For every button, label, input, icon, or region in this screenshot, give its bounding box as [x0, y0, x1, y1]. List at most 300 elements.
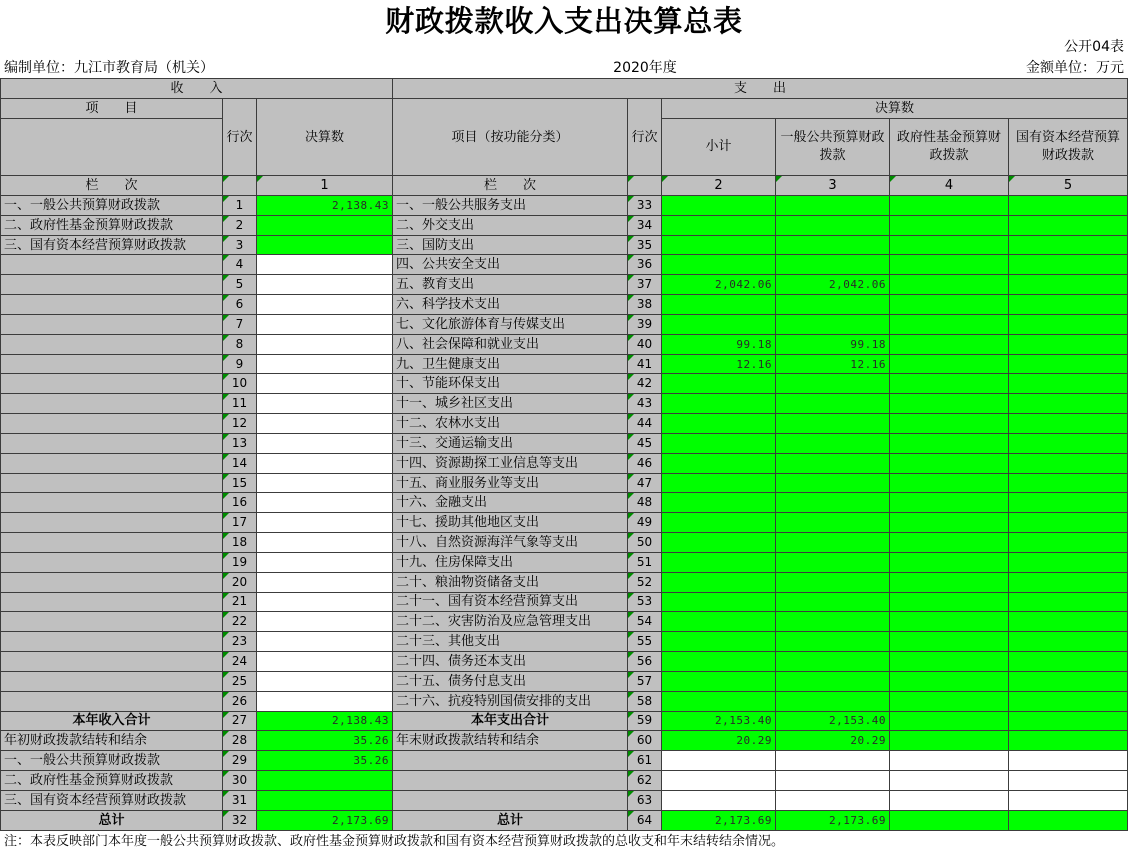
expense-gov-fund-cell[interactable] — [890, 533, 1009, 553]
expense-row-no-cell: 46 — [628, 453, 662, 473]
expense-gov-fund-cell[interactable] — [890, 751, 1009, 771]
expense-row-no-cell: 33 — [628, 196, 662, 216]
expense-item-cell: 十二、农林水支出 — [393, 414, 628, 434]
expense-gov-fund-cell[interactable] — [890, 215, 1009, 235]
expense-item-cell: 一、一般公共服务支出 — [393, 196, 628, 216]
income-amount-cell[interactable] — [257, 652, 393, 672]
expense-state-capital-cell[interactable] — [1009, 354, 1128, 374]
expense-general-budget-cell[interactable] — [776, 533, 890, 553]
expense-subtotal-cell[interactable] — [662, 374, 776, 394]
compiling-unit: 编制单位：九江市教育局（机关） — [4, 60, 214, 76]
expense-gov-fund-cell[interactable] — [890, 652, 1009, 672]
income-amount-cell[interactable]: 2,138.43 — [257, 196, 393, 216]
expense-general-budget-cell[interactable] — [776, 453, 890, 473]
expense-general-budget-cell[interactable] — [776, 394, 890, 414]
table-row — [1, 354, 1128, 374]
income-amount-cell[interactable] — [257, 453, 393, 473]
income-row-no-cell: 25 — [223, 671, 257, 691]
column-seq-expense-row-blank — [628, 176, 662, 196]
income-row-no-cell: 31 — [223, 790, 257, 810]
expense-subtotal-cell[interactable]: 99.18 — [662, 334, 776, 354]
expense-gov-fund-cell[interactable] — [890, 414, 1009, 434]
income-amount-cell[interactable] — [257, 433, 393, 453]
income-amount-cell[interactable] — [257, 671, 393, 691]
expense-gov-fund-cell[interactable] — [890, 612, 1009, 632]
expense-item-cell: 五、教育支出 — [393, 275, 628, 295]
income-amount-cell[interactable] — [257, 493, 393, 513]
expense-row-no-cell: 34 — [628, 215, 662, 235]
income-amount-cell[interactable] — [257, 790, 393, 810]
expense-general-budget-cell[interactable] — [776, 493, 890, 513]
expense-general-budget-cell[interactable] — [776, 255, 890, 275]
expense-state-capital-cell[interactable] — [1009, 592, 1128, 612]
expense-row-no-cell: 62 — [628, 771, 662, 791]
table-row — [1, 374, 1128, 394]
expense-general-budget-cell[interactable] — [776, 771, 890, 791]
expense-general-budget-cell[interactable] — [776, 196, 890, 216]
expense-gov-fund-cell[interactable] — [890, 810, 1009, 830]
income-item-cell: 三、国有资本经营预算财政拨款 — [1, 790, 223, 810]
expense-item-cell — [393, 751, 628, 771]
income-amount-cell[interactable] — [257, 354, 393, 374]
expense-gov-fund-cell[interactable] — [890, 691, 1009, 711]
expense-row-no-cell: 48 — [628, 493, 662, 513]
expense-general-budget-cell[interactable]: 99.18 — [776, 334, 890, 354]
expense-general-budget-cell[interactable] — [776, 552, 890, 572]
expense-general-budget-cell[interactable] — [776, 295, 890, 315]
income-item-cell — [1, 652, 223, 672]
page-title: 财政拨款收入支出决算总表 — [385, 4, 743, 38]
table-row — [1, 592, 1128, 612]
expense-subtotal-cell[interactable] — [662, 433, 776, 453]
expense-state-capital-cell[interactable] — [1009, 711, 1128, 731]
expense-row-no-cell: 53 — [628, 592, 662, 612]
income-row-no-cell: 3 — [223, 235, 257, 255]
expense-row-no-cell: 61 — [628, 751, 662, 771]
expense-subtotal-cell[interactable] — [662, 255, 776, 275]
expense-item-cell: 六、科学技术支出 — [393, 295, 628, 315]
expense-state-capital-cell[interactable] — [1009, 295, 1128, 315]
state-capital-header: 国有资本经营预算财政拨款 — [1009, 119, 1128, 176]
expense-general-budget-cell[interactable] — [776, 215, 890, 235]
income-amount-cell[interactable] — [257, 374, 393, 394]
expense-gov-fund-cell[interactable] — [890, 374, 1009, 394]
expense-row-no-cell: 40 — [628, 334, 662, 354]
expense-subtotal-cell[interactable] — [662, 592, 776, 612]
expense-subtotal-cell[interactable] — [662, 196, 776, 216]
income-section-header: 收 入 — [1, 79, 393, 99]
expense-item-cell — [393, 790, 628, 810]
income-row-no-cell: 12 — [223, 414, 257, 434]
expense-general-budget-cell[interactable]: 2,173.69 — [776, 810, 890, 830]
expense-subtotal-cell[interactable] — [662, 671, 776, 691]
expense-row-no-header: 行次 — [628, 99, 662, 176]
expense-general-budget-cell[interactable]: 2,153.40 — [776, 711, 890, 731]
expense-general-budget-cell[interactable] — [776, 414, 890, 434]
expense-gov-fund-cell[interactable] — [890, 632, 1009, 652]
expense-state-capital-cell[interactable] — [1009, 731, 1128, 751]
expense-row-no-cell: 45 — [628, 433, 662, 453]
expense-row-no-cell: 41 — [628, 354, 662, 374]
expense-gov-fund-cell[interactable] — [890, 453, 1009, 473]
expense-row-no-cell: 38 — [628, 295, 662, 315]
income-amount-cell[interactable] — [257, 275, 393, 295]
income-amount-cell[interactable]: 35.26 — [257, 731, 393, 751]
expense-subtotal-cell[interactable] — [662, 612, 776, 632]
expense-subtotal-cell[interactable]: 2,173.69 — [662, 810, 776, 830]
table-row — [1, 334, 1128, 354]
expense-item-cell — [393, 771, 628, 791]
income-row-no-cell: 30 — [223, 771, 257, 791]
income-item-cell — [1, 612, 223, 632]
expense-subtotal-cell[interactable] — [662, 414, 776, 434]
table-row — [1, 790, 1128, 810]
income-amount-cell[interactable] — [257, 295, 393, 315]
report-year: 2020年度 — [613, 60, 677, 76]
expense-subtotal-cell[interactable] — [662, 314, 776, 334]
expense-state-capital-cell[interactable] — [1009, 314, 1128, 334]
expense-general-budget-cell[interactable] — [776, 235, 890, 255]
expense-subtotal-cell[interactable] — [662, 215, 776, 235]
expense-subtotal-cell[interactable] — [662, 632, 776, 652]
income-amount-cell[interactable] — [257, 771, 393, 791]
column-seq-3: 3 — [776, 176, 890, 196]
expense-state-capital-cell[interactable] — [1009, 552, 1128, 572]
expense-state-capital-cell[interactable] — [1009, 414, 1128, 434]
table-row — [1, 652, 1128, 672]
table-row — [1, 275, 1128, 295]
income-item-cell — [1, 255, 223, 275]
income-row-no-cell: 21 — [223, 592, 257, 612]
income-amount-cell[interactable] — [257, 314, 393, 334]
expense-gov-fund-cell[interactable] — [890, 790, 1009, 810]
expense-item-cell: 十七、援助其他地区支出 — [393, 513, 628, 533]
expense-general-budget-cell[interactable] — [776, 612, 890, 632]
income-amount-cell[interactable] — [257, 533, 393, 553]
expense-subtotal-cell[interactable] — [662, 652, 776, 672]
expense-gov-fund-cell[interactable] — [890, 334, 1009, 354]
table-row — [1, 691, 1128, 711]
expense-row-no-cell: 54 — [628, 612, 662, 632]
expense-state-capital-cell[interactable] — [1009, 433, 1128, 453]
income-item-cell — [1, 513, 223, 533]
expense-item-cell: 二十一、国有资本经营预算支出 — [393, 592, 628, 612]
form-code: 公开04表 — [1064, 39, 1124, 55]
expense-row-no-cell: 60 — [628, 731, 662, 751]
amount-unit: 金额单位：万元 — [1026, 60, 1124, 76]
income-amount-cell[interactable] — [257, 612, 393, 632]
expense-gov-fund-cell[interactable] — [890, 314, 1009, 334]
income-row-no-cell: 13 — [223, 433, 257, 453]
table-row — [1, 414, 1128, 434]
expense-gov-fund-cell[interactable] — [890, 433, 1009, 453]
expense-row-no-cell: 64 — [628, 810, 662, 830]
expense-state-capital-cell[interactable] — [1009, 235, 1128, 255]
expense-row-no-cell: 58 — [628, 691, 662, 711]
income-item-cell — [1, 533, 223, 553]
expense-subtotal-cell[interactable] — [662, 771, 776, 791]
expense-subtotal-cell[interactable] — [662, 473, 776, 493]
expense-gov-fund-cell[interactable] — [890, 711, 1009, 731]
income-amount-cell[interactable] — [257, 691, 393, 711]
expense-gov-fund-cell[interactable] — [890, 572, 1009, 592]
income-row-no-cell: 2 — [223, 215, 257, 235]
expense-state-capital-cell[interactable] — [1009, 334, 1128, 354]
expense-general-budget-cell[interactable] — [776, 691, 890, 711]
table-row — [1, 572, 1128, 592]
income-row-no-cell: 1 — [223, 196, 257, 216]
income-item-cell — [1, 493, 223, 513]
column-seq-income-row-blank — [223, 176, 257, 196]
expense-row-no-cell: 52 — [628, 572, 662, 592]
expense-gov-fund-cell[interactable] — [890, 731, 1009, 751]
expense-gov-fund-cell[interactable] — [890, 295, 1009, 315]
expense-state-capital-cell[interactable] — [1009, 275, 1128, 295]
column-seq-label-income: 栏 次 — [1, 176, 223, 196]
expense-row-no-cell: 59 — [628, 711, 662, 731]
function-item-header: 项目（按功能分类） — [393, 99, 628, 176]
expense-gov-fund-cell[interactable] — [890, 473, 1009, 493]
expense-gov-fund-cell[interactable] — [890, 671, 1009, 691]
expense-row-no-cell: 37 — [628, 275, 662, 295]
expense-state-capital-cell[interactable] — [1009, 652, 1128, 672]
expense-item-cell: 二十四、债务还本支出 — [393, 652, 628, 672]
expense-state-capital-cell[interactable] — [1009, 394, 1128, 414]
expense-gov-fund-cell[interactable] — [890, 275, 1009, 295]
income-item-cell — [1, 433, 223, 453]
table-row — [1, 394, 1128, 414]
expense-state-capital-cell[interactable] — [1009, 632, 1128, 652]
expense-item-cell: 总计 — [393, 810, 628, 830]
expense-general-budget-cell[interactable] — [776, 572, 890, 592]
table-row — [1, 632, 1128, 652]
expense-item-cell: 二十五、债务付息支出 — [393, 671, 628, 691]
table-row — [1, 295, 1128, 315]
expense-subtotal-cell[interactable] — [662, 513, 776, 533]
expense-state-capital-cell[interactable] — [1009, 691, 1128, 711]
expense-general-budget-cell[interactable]: 12.16 — [776, 354, 890, 374]
table-row — [1, 196, 1128, 216]
income-item-cell — [1, 275, 223, 295]
expense-state-capital-cell[interactable] — [1009, 572, 1128, 592]
income-amount-cell[interactable] — [257, 513, 393, 533]
expense-general-budget-cell[interactable] — [776, 513, 890, 533]
table-row — [1, 671, 1128, 691]
expense-state-capital-cell[interactable] — [1009, 790, 1128, 810]
column-seq-1: 1 — [257, 176, 393, 196]
income-amount-cell[interactable] — [257, 334, 393, 354]
expense-subtotal-cell[interactable] — [662, 493, 776, 513]
expense-state-capital-cell[interactable] — [1009, 453, 1128, 473]
expense-gov-fund-cell[interactable] — [890, 552, 1009, 572]
income-row-no-cell: 11 — [223, 394, 257, 414]
table-row — [1, 433, 1128, 453]
income-row-no-header: 行次 — [223, 99, 257, 176]
expense-gov-fund-cell[interactable] — [890, 354, 1009, 374]
expense-item-cell: 十九、住房保障支出 — [393, 552, 628, 572]
income-amount-cell[interactable] — [257, 394, 393, 414]
income-amount-header: 决算数 — [257, 99, 393, 176]
expense-general-budget-cell[interactable]: 2,042.06 — [776, 275, 890, 295]
income-item-cell — [1, 334, 223, 354]
income-row-no-cell: 14 — [223, 453, 257, 473]
gov-fund-header: 政府性基金预算财政拨款 — [890, 119, 1009, 176]
expense-gov-fund-cell[interactable] — [890, 394, 1009, 414]
table-row — [1, 453, 1128, 473]
expense-row-no-cell: 51 — [628, 552, 662, 572]
expense-general-budget-cell[interactable]: 20.29 — [776, 731, 890, 751]
expense-gov-fund-cell[interactable] — [890, 513, 1009, 533]
income-item-cell: 年初财政拨款结转和结余 — [1, 731, 223, 751]
expense-item-cell: 二十、粮油物资储备支出 — [393, 572, 628, 592]
income-row-no-cell: 32 — [223, 810, 257, 830]
income-amount-cell[interactable] — [257, 414, 393, 434]
expense-state-capital-cell[interactable] — [1009, 473, 1128, 493]
income-item-cell — [1, 691, 223, 711]
table-row — [1, 552, 1128, 572]
income-row-no-cell: 5 — [223, 275, 257, 295]
expense-item-cell: 四、公共安全支出 — [393, 255, 628, 275]
income-row-no-cell: 16 — [223, 493, 257, 513]
column-seq-label-expense: 栏 次 — [393, 176, 628, 196]
income-amount-cell[interactable]: 35.26 — [257, 751, 393, 771]
expense-subtotal-cell[interactable]: 12.16 — [662, 354, 776, 374]
expense-state-capital-cell[interactable] — [1009, 533, 1128, 553]
expense-subtotal-cell[interactable] — [662, 691, 776, 711]
income-item-cell — [1, 592, 223, 612]
expense-state-capital-cell[interactable] — [1009, 810, 1128, 830]
income-item-header: 项 目 — [1, 99, 223, 119]
expense-row-no-cell: 63 — [628, 790, 662, 810]
income-item-cell: 一、一般公共预算财政拨款 — [1, 196, 223, 216]
income-row-no-cell: 28 — [223, 731, 257, 751]
expense-general-budget-cell[interactable] — [776, 314, 890, 334]
expense-subtotal-cell[interactable] — [662, 453, 776, 473]
header-row-section — [1, 79, 1128, 99]
table-row — [1, 255, 1128, 275]
expense-state-capital-cell[interactable] — [1009, 215, 1128, 235]
expense-item-cell: 三、国防支出 — [393, 235, 628, 255]
expense-state-capital-cell[interactable] — [1009, 751, 1128, 771]
income-amount-cell[interactable] — [257, 235, 393, 255]
expense-general-budget-cell[interactable] — [776, 374, 890, 394]
expense-item-cell: 十六、金融支出 — [393, 493, 628, 513]
expense-item-cell: 十一、城乡社区支出 — [393, 394, 628, 414]
expense-general-budget-cell[interactable] — [776, 632, 890, 652]
expense-item-cell: 十、节能环保支出 — [393, 374, 628, 394]
expense-subtotal-cell[interactable] — [662, 394, 776, 414]
income-amount-cell[interactable] — [257, 592, 393, 612]
expense-state-capital-cell[interactable] — [1009, 493, 1128, 513]
expense-general-budget-cell[interactable] — [776, 671, 890, 691]
expense-row-no-cell: 36 — [628, 255, 662, 275]
income-row-no-cell: 20 — [223, 572, 257, 592]
column-seq-2: 2 — [662, 176, 776, 196]
expense-subtotal-cell[interactable] — [662, 235, 776, 255]
expense-subtotal-cell[interactable]: 2,153.40 — [662, 711, 776, 731]
expense-item-cell: 九、卫生健康支出 — [393, 354, 628, 374]
expense-general-budget-cell[interactable] — [776, 592, 890, 612]
expense-general-budget-cell[interactable] — [776, 751, 890, 771]
expense-gov-fund-cell[interactable] — [890, 235, 1009, 255]
income-amount-cell[interactable] — [257, 552, 393, 572]
table-row — [1, 215, 1128, 235]
table-row — [1, 810, 1128, 830]
income-item-cell — [1, 632, 223, 652]
expense-subtotal-cell[interactable] — [662, 552, 776, 572]
income-item-cell — [1, 453, 223, 473]
expense-general-budget-cell[interactable] — [776, 433, 890, 453]
expense-subtotal-cell[interactable] — [662, 533, 776, 553]
income-item-cell — [1, 572, 223, 592]
income-row-no-cell: 23 — [223, 632, 257, 652]
expense-subtotal-cell[interactable] — [662, 790, 776, 810]
income-row-no-cell: 15 — [223, 473, 257, 493]
expense-state-capital-cell[interactable] — [1009, 196, 1128, 216]
column-seq-4: 4 — [890, 176, 1009, 196]
income-item-cell — [1, 473, 223, 493]
income-row-no-cell: 6 — [223, 295, 257, 315]
expense-state-capital-cell[interactable] — [1009, 771, 1128, 791]
income-item-cell: 一、一般公共预算财政拨款 — [1, 751, 223, 771]
income-row-no-cell: 19 — [223, 552, 257, 572]
expense-row-no-cell: 44 — [628, 414, 662, 434]
expense-general-budget-cell[interactable] — [776, 790, 890, 810]
expense-item-cell: 十五、商业服务业等支出 — [393, 473, 628, 493]
expense-subtotal-cell[interactable] — [662, 295, 776, 315]
general-budget-header: 一般公共预算财政拨款 — [776, 119, 890, 176]
expense-general-budget-cell[interactable] — [776, 473, 890, 493]
income-item-cell — [1, 295, 223, 315]
expense-item-cell: 本年支出合计 — [393, 711, 628, 731]
expense-gov-fund-cell[interactable] — [890, 592, 1009, 612]
expense-subtotal-cell[interactable] — [662, 751, 776, 771]
expense-state-capital-cell[interactable] — [1009, 255, 1128, 275]
income-amount-cell[interactable] — [257, 632, 393, 652]
expense-subtotal-cell[interactable] — [662, 572, 776, 592]
expense-general-budget-cell[interactable] — [776, 652, 890, 672]
income-amount-cell[interactable]: 2,173.69 — [257, 810, 393, 830]
income-amount-cell[interactable] — [257, 215, 393, 235]
expense-item-cell: 十四、资源勘探工业信息等支出 — [393, 453, 628, 473]
table-row — [1, 771, 1128, 791]
expense-state-capital-cell[interactable] — [1009, 374, 1128, 394]
expense-row-no-cell: 49 — [628, 513, 662, 533]
expense-row-no-cell: 47 — [628, 473, 662, 493]
expense-state-capital-cell[interactable] — [1009, 513, 1128, 533]
expense-subtotal-cell[interactable]: 20.29 — [662, 731, 776, 751]
expense-subtotal-cell[interactable]: 2,042.06 — [662, 275, 776, 295]
expense-state-capital-cell[interactable] — [1009, 671, 1128, 691]
income-amount-cell[interactable] — [257, 473, 393, 493]
income-item-cell: 三、国有资本经营预算财政拨款 — [1, 235, 223, 255]
income-item-cell — [1, 394, 223, 414]
income-amount-cell[interactable] — [257, 572, 393, 592]
expense-item-cell: 十八、自然资源海洋气象等支出 — [393, 533, 628, 553]
column-sequence-row — [1, 176, 1128, 196]
expense-gov-fund-cell[interactable] — [890, 771, 1009, 791]
income-amount-cell[interactable]: 2,138.43 — [257, 711, 393, 731]
income-row-no-cell: 22 — [223, 612, 257, 632]
expense-amount-group-header: 决算数 — [662, 99, 1128, 119]
table-row — [1, 235, 1128, 255]
expense-gov-fund-cell[interactable] — [890, 255, 1009, 275]
income-amount-cell[interactable] — [257, 255, 393, 275]
expense-gov-fund-cell[interactable] — [890, 196, 1009, 216]
expense-state-capital-cell[interactable] — [1009, 612, 1128, 632]
expense-gov-fund-cell[interactable] — [890, 493, 1009, 513]
income-item-cell: 总计 — [1, 810, 223, 830]
